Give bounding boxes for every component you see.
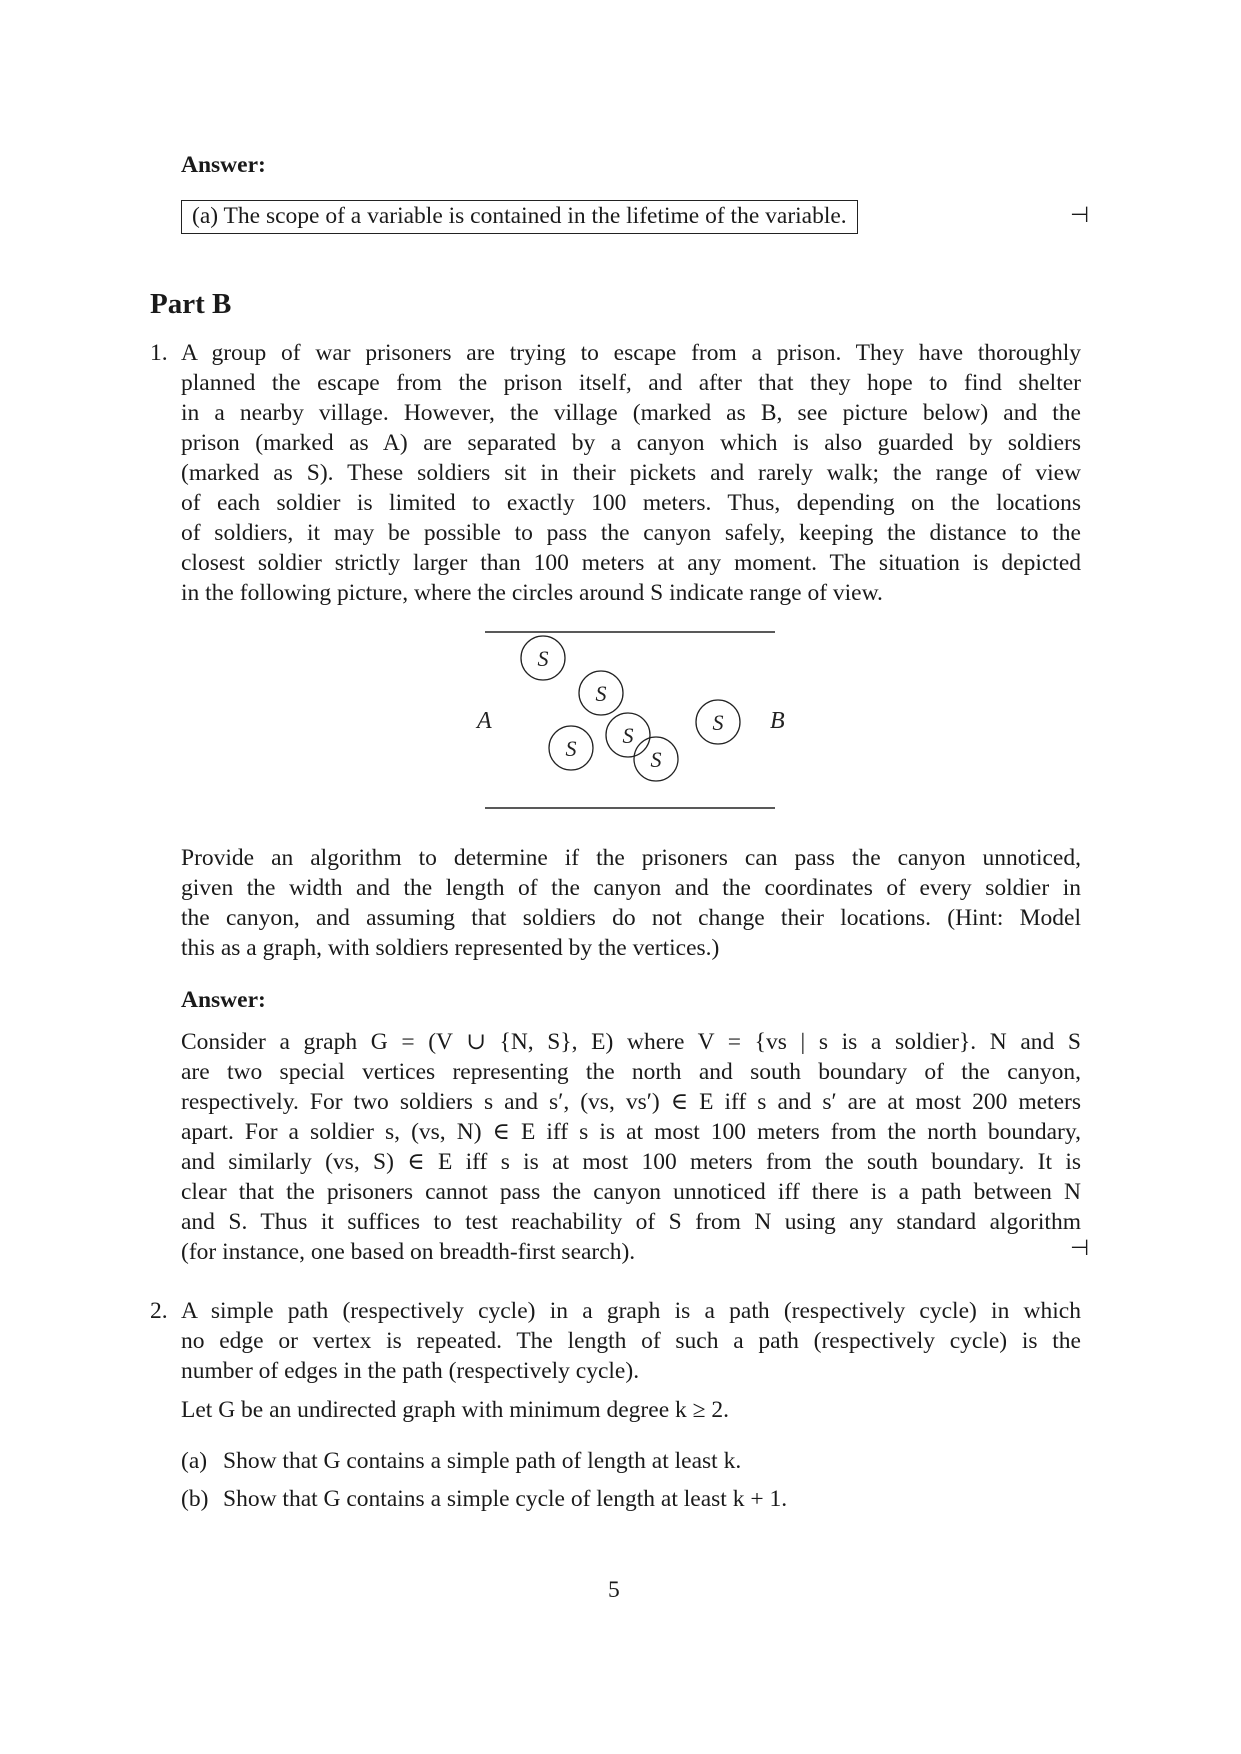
- q2-item-a-label: (a): [181, 1448, 208, 1474]
- soldier-label: S: [622, 723, 634, 748]
- q1-line: of soldiers, it may be possible to pass the canyon safely, keeping the distance to the: [181, 520, 1081, 546]
- q1-line: (marked as S). These soldiers sit in their pickets and rarely walk; the range of view: [181, 460, 1081, 486]
- task-line: given the width and the length of the canyon and the coordinates of every soldier in: [181, 875, 1081, 901]
- task-line: this as a graph, with soldiers represented by the vertices.): [181, 935, 720, 961]
- prison-label-a: A: [477, 708, 492, 734]
- answer-line: (for instance, one based on breadth-first search).: [181, 1239, 636, 1265]
- page-number: 5: [608, 1577, 620, 1603]
- q2-item-a-text: Show that G contains a simple path of length at least k.: [223, 1448, 742, 1474]
- answer-line: apart. For a soldier s, (vs, N) ∈ E iff s is at most 100 meters from the north boundary,: [181, 1119, 1081, 1145]
- soldier-label: S: [565, 736, 577, 761]
- task-line: Provide an algorithm to determine if the prisoners can pass the canyon unnoticed,: [181, 845, 1081, 871]
- soldier-label: S: [650, 747, 662, 772]
- soldiers-group: [521, 636, 740, 781]
- q2-line: number of edges in the path (respectively cycle).: [181, 1358, 640, 1384]
- answer-line: clear that the prisoners cannot pass the canyon unnoticed iff there is a path between N: [181, 1179, 1081, 1205]
- question-2-number: 2.: [150, 1298, 168, 1324]
- q1-line: planned the escape from the prison itself, and after that they hope to find shelter: [181, 370, 1081, 396]
- answer-line: and similarly (vs, S) ∈ E iff s is at most 100 meters from the south boundary. It is: [181, 1149, 1081, 1175]
- question-2-text: [181, 1296, 1081, 1386]
- q2-line: A simple path (respectively cycle) in a graph is a path (respectively cycle) in which: [181, 1298, 1081, 1324]
- q1-line: prison (marked as A) are separated by a canyon which is also guarded by soldiers: [181, 430, 1081, 456]
- question-2-let-line: Let G be an undirected graph with minimum degree k ≥ 2.: [181, 1397, 730, 1423]
- q2-item-b-text: Show that G contains a simple cycle of length at least k + 1.: [223, 1486, 788, 1512]
- part-title: Part B: [150, 288, 232, 320]
- answer-line: are two special vertices representing the north and south boundary of the canyon,: [181, 1059, 1081, 1085]
- q1-line: in a nearby village. However, the village (marked as B, see picture below) and the: [181, 400, 1081, 426]
- boxed-answer: (a) The scope of a variable is contained in the lifetime of the variable.: [181, 200, 858, 234]
- soldier-label: S: [595, 681, 607, 706]
- canyon-figure: [460, 620, 800, 820]
- answer-heading-q1: Answer:: [181, 987, 266, 1013]
- q1-line: closest soldier strictly larger than 100 meters at any moment. The situation is depicted: [181, 550, 1081, 576]
- village-label-b: B: [770, 708, 785, 734]
- end-of-proof-mark-q1: ⊣: [1070, 1236, 1090, 1261]
- q1-line: of each soldier is limited to exactly 100 meters. Thus, depending on the locations: [181, 490, 1081, 516]
- question-1-task: [181, 843, 1081, 963]
- answer-line: and S. Thus it suffices to test reachability of S from N using any standard algorithm: [181, 1209, 1081, 1235]
- question-1-text: [181, 338, 1081, 608]
- q1-line: A group of war prisoners are trying to escape from a prison. They have thoroughly: [181, 340, 1081, 366]
- question-1-number: 1.: [150, 340, 168, 366]
- q1-line: in the following picture, where the circles around S indicate range of view.: [181, 580, 883, 606]
- q2-line: no edge or vertex is repeated. The length of such a path (respectively cycle) is the: [181, 1328, 1081, 1354]
- answer-line: respectively. For two soldiers s and s′, (vs, vs′) ∈ E iff s and s′ are at most 200 meters: [181, 1089, 1081, 1115]
- answer-heading-top: Answer:: [181, 152, 266, 178]
- q2-item-b-label: (b): [181, 1486, 209, 1512]
- soldier-label: S: [712, 710, 724, 735]
- soldier-label: S: [537, 646, 549, 671]
- end-of-proof-mark-top: ⊣: [1070, 203, 1090, 228]
- answer-line: Consider a graph G = (V ∪ {N, S}, E) where V = {vs | s is a soldier}. N and S: [181, 1029, 1081, 1055]
- answer-q1-text: [181, 1027, 1081, 1267]
- task-line: the canyon, and assuming that soldiers do not change their locations. (Hint: Model: [181, 905, 1081, 931]
